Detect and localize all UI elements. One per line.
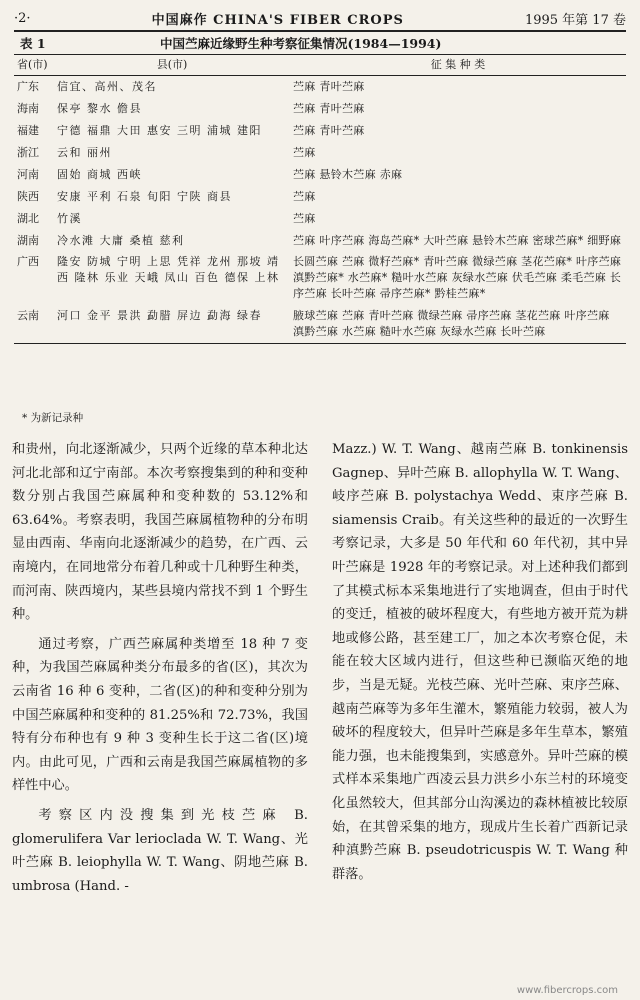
header-species: 征 集 种 类 — [290, 55, 626, 76]
volume-info: 1995 年第 17 卷 — [524, 12, 626, 28]
province-cell: 湖南 — [17, 233, 39, 247]
table-row — [14, 164, 626, 186]
species-cell: 苎麻 悬铃木苎麻 赤麻 — [293, 167, 403, 181]
header-county: 县(市) — [54, 55, 290, 76]
species-cell: 苎麻 青叶苎麻 — [293, 79, 365, 93]
table-row — [14, 98, 626, 120]
watermark: www.fibercrops.com — [516, 985, 618, 996]
species-cell: 苎麻 — [293, 211, 316, 225]
table-row — [14, 251, 626, 305]
counties-cell: 云和 丽州 — [57, 145, 112, 159]
species-cell: 苎麻 青叶苎麻 — [293, 101, 365, 115]
counties-cell: 隆安 防城 宁明 上思 凭祥 龙州 那坡 靖西 隆林 乐业 天峨 凤山 百色 德保 上林 — [57, 255, 280, 285]
table-header-row — [14, 55, 626, 76]
province-cell: 陕西 — [17, 189, 39, 203]
province-cell: 湖北 — [17, 211, 39, 225]
counties-cell: 保亭 黎水 儋县 — [57, 101, 142, 115]
counties-cell: 固始 商城 西峡 — [57, 167, 142, 181]
species-cell: 苎麻 青叶苎麻 — [293, 123, 365, 137]
species-cell: 苎麻 — [293, 145, 316, 159]
counties-cell: 竹溪 — [57, 211, 82, 225]
species-cell: 腋球苎麻 苎麻 青叶苎麻 微绿苎麻 帚序苎麻 茎花苎麻 叶序苎麻 滇黔苎麻 水苎麻 糙叶水苎麻 灰绿水苎麻 长叶苎麻 — [293, 309, 610, 339]
table-row — [14, 230, 626, 252]
counties-cell: 信宜、高州、茂名 — [57, 79, 157, 93]
table-row — [14, 120, 626, 142]
table-caption: 中国苎麻近缘野生种考察征集情况(1984—1994) — [160, 36, 442, 51]
table-footnote: * 为新记录种 — [22, 412, 84, 424]
header-province: 省(市) — [14, 55, 54, 76]
table-row — [14, 208, 626, 230]
province-cell: 浙江 — [17, 145, 39, 159]
species-table — [14, 54, 626, 344]
right-column — [332, 438, 628, 892]
left-column — [12, 438, 308, 904]
table-row — [14, 186, 626, 208]
province-cell: 河南 — [17, 167, 39, 181]
running-header — [14, 6, 626, 32]
table-row — [14, 305, 626, 343]
species-cell: 苎麻 — [293, 189, 316, 203]
table-row — [14, 142, 626, 164]
paragraph: 通过考察，广西苎麻属种类增至 18 种 7 变种，为我国苎麻属种类分布最多的省(区)，其次为云南省 16 种 6 变种，二省(区)的种和变种分别为中国苎麻属种和变种的 81.25%和 72.73%，我国特有分布种也有 9 种 3 变种生长于这二省(区)境内。由此可见，广西和云南是我国苎麻属植物的多样性中心。 — [12, 636, 308, 794]
journal-name: 中国麻作 CHINA'S FIBER CROPS — [151, 12, 404, 28]
province-cell: 广西 — [17, 255, 39, 269]
paragraph: 考察区内没搜集到光枝苎麻 B. glomerulifera Var lerioclada W. T. Wang、光叶苎麻 B. leiophylla W. T. Wang、阴地苎麻 B. umbrosa (Hand. - — [12, 807, 308, 894]
counties-cell: 安康 平利 石泉 旬阳 宁陕 商县 — [57, 189, 232, 203]
province-cell: 广东 — [17, 79, 39, 93]
page-number: ·2· — [14, 10, 31, 26]
counties-cell: 冷水滩 大庸 桑植 慈利 — [57, 233, 185, 247]
species-cell: 苎麻 叶序苎麻 海岛苎麻* 大叶苎麻 悬铃木苎麻 密球苎麻* 细野麻 — [293, 233, 622, 247]
paragraph: 和贵州，向北逐渐减少，只两个近缘的草本种北达河北北部和辽宁南部。本次考察搜集到的种和变种数分别占我国苎麻属种和变种数的 53.12%和 63.64%。考察表明，我国苎麻属植物种的分布明显由西南、华南向北逐渐减少的趋势，在广西、云南境内，在同地常分布着几种或十几种野生种类，而河南、陕西境内，某些县境内常找不到 1 个野生种。 — [12, 442, 308, 623]
province-cell: 海南 — [17, 101, 39, 115]
species-cell: 长圆苎麻 苎麻 微籽苎麻* 青叶苎麻 微绿苎麻 茎花苎麻* 叶序苎麻 滇黔苎麻* 水苎麻* 糙叶水苎麻 灰绿水苎麻 伏毛苎麻 柔毛苎麻 长序苎麻 长叶苎麻 帚序苎麻* 黔桂苎麻* — [293, 255, 622, 301]
table-body — [14, 75, 626, 343]
table-number: 表 1 — [20, 36, 46, 51]
province-cell: 福建 — [17, 123, 39, 137]
table-row — [14, 75, 626, 97]
paragraph: Mazz.) W. T. Wang、越南苎麻 B. tonkinensis Gagnep、异叶苎麻 B. allophylla W. T. Wang、岐序苎麻 B. polystachya Wedd、束序苎麻 B. siamensis Craib。有关这些种的最近的一次野生考察记录，大多是 50 年代和 60 年代初，其中异叶苎麻是 1928 年的考察记录。对上述种我们都到了其模式标本采集地进行了实地调查，但由于时代的变迁，植被的破坏程度大，有些地方被开荒为耕地或修公路，甚至建工厂，加之本次考察仓促，未能在较大区域内进行，但这些种已濒临灭绝的地步，当是无疑。光枝苎麻、光叶苎麻、束序苎麻、越南苎麻等为多年生灌木，繁殖能力较弱，被人为破坏的程度较大，但异叶苎麻是多年生草本，繁殖能力强，也未能搜集到，实感意外。异叶苎麻的模式样本采集地广西凌云县力洪乡小东兰村的环境变化虽然较大，但其部分山沟溪边的森林植被比较原始，在其曾采集的地方，现成片生长着广西新记录种滇黔苎麻 B. pseudotricuspis W. T. Wang 种群落。 — [332, 442, 628, 882]
counties-cell: 河口 金平 景洪 勐腊 屏边 勐海 绿春 — [57, 309, 262, 323]
table-title — [20, 33, 626, 53]
counties-cell: 宁德 福鼎 大田 惠安 三明 浦城 建阳 — [57, 123, 262, 137]
province-cell: 云南 — [17, 309, 39, 323]
